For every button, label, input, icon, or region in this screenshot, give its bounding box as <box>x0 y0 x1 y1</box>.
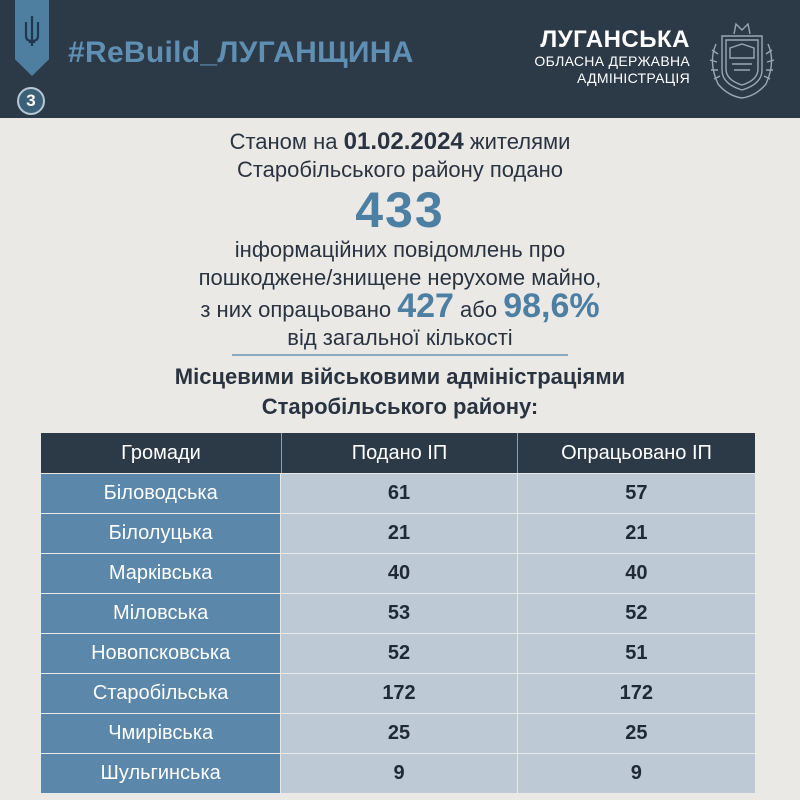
submitted-count: 9 <box>281 754 516 793</box>
table-row <box>41 554 755 593</box>
subheading-line-2: Старобільського району: <box>261 394 539 419</box>
summary-line-5 <box>0 287 800 325</box>
summary-line-2: Старобільського району подано <box>236 157 564 182</box>
community-name: Чмирівська <box>41 714 280 753</box>
processed-prefix: з них опрацьовано <box>200 297 398 322</box>
administration-name <box>534 27 690 87</box>
table-row <box>41 474 755 513</box>
date-prefix: Станом на <box>229 129 344 154</box>
processed-count: 52 <box>518 594 755 633</box>
processed-count: 25 <box>518 714 755 753</box>
summary-block <box>0 128 800 422</box>
processed-count: 57 <box>518 474 755 513</box>
communities-table <box>41 433 755 793</box>
community-name: Білолуцька <box>41 514 280 553</box>
summary-line-6: від загальної кількості <box>287 325 513 350</box>
trident-icon <box>22 14 42 48</box>
submitted-count: 53 <box>281 594 516 633</box>
rebuild-hashtag: #ReBuild_ЛУГАНЩИНА <box>68 36 414 69</box>
admin-name-line3: АДМІНІСТРАЦІЯ <box>576 70 690 86</box>
submitted-count: 52 <box>281 634 516 673</box>
summary-line-4: пошкоджене/знищене нерухоме майно, <box>198 265 602 290</box>
column-header-community: Громади <box>41 433 281 473</box>
subheading <box>0 362 800 422</box>
column-header-submitted: Подано ІП <box>281 433 517 473</box>
table-row <box>41 594 755 633</box>
table-row <box>41 514 755 553</box>
page-number-badge: 3 <box>17 87 45 115</box>
submitted-count: 40 <box>281 554 516 593</box>
community-name: Біловодська <box>41 474 280 513</box>
processed-mid: або <box>453 297 504 322</box>
column-header-processed: Опрацьовано ІП <box>517 433 755 473</box>
divider <box>232 354 568 356</box>
processed-count: 21 <box>518 514 755 553</box>
table-row <box>41 754 755 793</box>
date-suffix: жителями <box>463 129 571 154</box>
submitted-count: 25 <box>281 714 516 753</box>
processed-percent: 98,6% <box>503 287 600 325</box>
community-name: Марківська <box>41 554 280 593</box>
submitted-count: 172 <box>281 674 516 713</box>
submitted-count: 21 <box>281 514 516 553</box>
table-row <box>41 674 755 713</box>
coat-of-arms-emblem <box>700 14 784 104</box>
table-header <box>41 433 755 473</box>
ukraine-trident-pennant <box>15 0 49 76</box>
header-banner <box>0 0 800 118</box>
table-row <box>41 634 755 673</box>
community-name: Новопсковська <box>41 634 280 673</box>
report-date: 01.02.2024 <box>343 128 464 155</box>
admin-name-line2: ОБЛАСНА ДЕРЖАВНА <box>534 53 690 69</box>
table-row <box>41 714 755 753</box>
processed-count: 9 <box>518 754 755 793</box>
total-reports-number: 433 <box>355 182 445 238</box>
summary-line-1 <box>0 128 800 156</box>
processed-count: 51 <box>518 634 755 673</box>
community-name: Міловська <box>41 594 280 633</box>
community-name: Шульгинська <box>41 754 280 793</box>
summary-line-3: інформаційних повідомлень про <box>234 237 566 262</box>
processed-number: 427 <box>397 287 454 325</box>
admin-name-line1: ЛУГАНСЬКА <box>540 26 690 53</box>
processed-count: 40 <box>518 554 755 593</box>
submitted-count: 61 <box>281 474 516 513</box>
community-name: Старобільська <box>41 674 280 713</box>
processed-count: 172 <box>518 674 755 713</box>
subheading-line-1: Місцевими військовими адміністраціями <box>174 364 626 389</box>
